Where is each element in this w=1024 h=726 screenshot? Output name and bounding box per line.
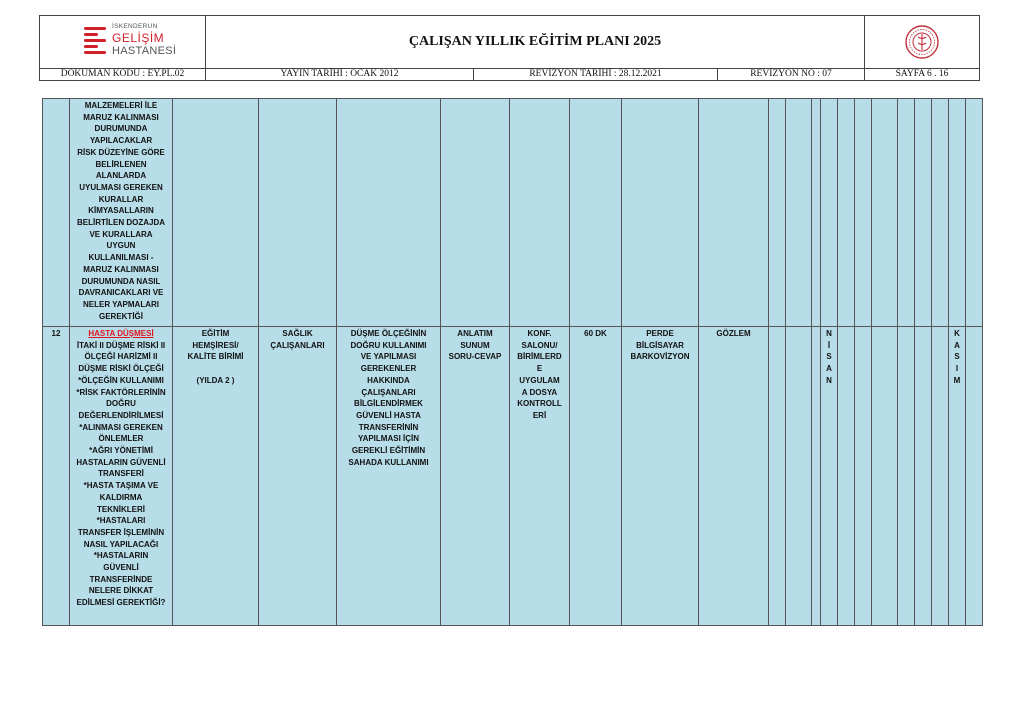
table-cell	[510, 99, 570, 327]
month-cell	[898, 327, 915, 626]
header-top-row	[40, 16, 979, 68]
material-cell: PERDE BİLGİSAYAR BARKOVİZYON	[622, 327, 699, 626]
health-ministry-seal-icon	[904, 24, 940, 60]
training-plan-table-wrap	[42, 98, 983, 624]
document-header	[39, 15, 980, 81]
month-cell	[838, 327, 855, 626]
hospital-logo-icon	[84, 27, 106, 57]
table-cell	[949, 99, 966, 327]
topic-cell: HASTA DÜŞMESİ İTAKİ II DÜŞME RİSKİ II ÖLÇEĞİ HARİZMİ II DÜŞME RİSKİ ÖLÇEĞİ *ÖLÇEĞİN KULLANIMI *RİSK FAKTÖRLERİNİN DOĞRU DEĞERLENDİRİLMESİ *ALINMASI GEREKEN ÖNLEMLER *AĞRI YÖNETİMİ HASTALARIN GÜVENLİ TRANSFERİ *HASTA TAŞIMA VE KALDIRMA TEKNİKLERİ *HASTALARI TRANSFER İŞLEMİNİN NASIL YAPILACAĞI *HASTALARIN GÜVENLİ TRANSFERİNDE NELERE DİKKAT EDİLMESİ GEREKTİĞİ?	[70, 327, 173, 626]
trainer-cell: EĞİTİM HEMŞİRESİ/ KALİTE BİRİMİ (YILDA 2 )	[173, 327, 259, 626]
document-title: ÇALIŞAN YILLIK EĞİTİM PLANI 2025	[206, 16, 865, 68]
table-cell	[786, 99, 812, 327]
revision-no: REVİZYON NO : 07	[718, 69, 865, 81]
page-number: SAYFA 6 . 16	[895, 69, 949, 79]
table-cell	[872, 99, 898, 327]
seal-cell	[865, 16, 979, 68]
table-cell	[622, 99, 699, 327]
topic-title: HASTA DÜŞMESİ	[88, 329, 154, 338]
table-cell	[441, 99, 510, 327]
place-cell: KONF. SALONU/ BİRİMLERD E UYGULAM A DOSYA KONTROLL ERİ	[510, 327, 570, 626]
table-cell	[699, 99, 769, 327]
logo-cell	[40, 16, 206, 68]
duration-cell: 60 DK	[570, 327, 622, 626]
table-cell	[173, 99, 259, 327]
method-cell: ANLATIM SUNUM SORU-CEVAP	[441, 327, 510, 626]
header-info-row	[40, 68, 979, 80]
table-cell	[932, 99, 949, 327]
logo-text-name: GELİŞİM	[112, 31, 165, 45]
month-cell-november: K A S I M	[949, 327, 966, 626]
table-cell	[966, 99, 983, 327]
table-row	[43, 327, 983, 626]
table-row	[43, 99, 983, 327]
table-cell	[898, 99, 915, 327]
month-cell	[872, 327, 898, 626]
month-cell	[855, 327, 872, 626]
topic-cell: MALZEMELERİ İLE MARUZ KALINMASI DURUMUNDA YAPILACAKLAR RİSK DÜZEYİNE GÖRE BELİRLENEN ALANLARDA UYULMASI GEREKEN KURALLAR KİMYASALLARIN BELİRTİLEN DOZAJDA VE KURALLARA UYGUN KULLANILMASI - MARUZ KALINMASI DURUMUNDA NASIL DAVRANICAKLARI VE NELER YAPMALARI GEREKTİĞİ	[70, 99, 173, 327]
table-cell	[259, 99, 337, 327]
month-cell	[932, 327, 949, 626]
revision-date: REVİZYON TARİHİ : 28.12.2021	[474, 69, 718, 81]
month-cell	[812, 327, 821, 626]
table-cell	[915, 99, 932, 327]
training-plan-table	[42, 98, 983, 626]
month-cell	[769, 327, 786, 626]
doc-code: DOKÜMAN KODU : EY.PL.02	[40, 69, 206, 81]
month-cell	[786, 327, 812, 626]
table-cell	[769, 99, 786, 327]
frequency: (YILDA 2 )	[196, 375, 235, 385]
table-cell	[855, 99, 872, 327]
month-cell-april: N İ S A N	[821, 327, 838, 626]
logo-text-hospital: HASTANESİ	[112, 45, 177, 57]
hospital-logo	[84, 23, 194, 63]
table-cell	[812, 99, 821, 327]
row-number: 12	[43, 327, 70, 626]
target-group-cell: SAĞLIK ÇALIŞANLARI	[259, 327, 337, 626]
publish-date: YAYIN TARİHİ : OCAK 2012	[206, 69, 474, 81]
month-cell	[915, 327, 932, 626]
goal-cell: DÜŞME ÖLÇEĞİNİN DOĞRU KULLANIMI VE YAPILMASI GEREKENLER HAKKINDA ÇALIŞANLARI BİLGİLENDİRMEK GÜVENLİ HASTA TRANSFERİNİN YAPILMASI İÇİN GEREKLİ EĞİTİMİN SAHADA KULLANIMI	[337, 327, 441, 626]
table-cell	[838, 99, 855, 327]
month-cell	[966, 327, 983, 626]
logo-text-city: İSKENDERUN	[112, 23, 158, 30]
table-cell	[570, 99, 622, 327]
row-number	[43, 99, 70, 327]
evaluation-cell: GÖZLEM	[699, 327, 769, 626]
table-cell	[821, 99, 838, 327]
table-cell	[337, 99, 441, 327]
